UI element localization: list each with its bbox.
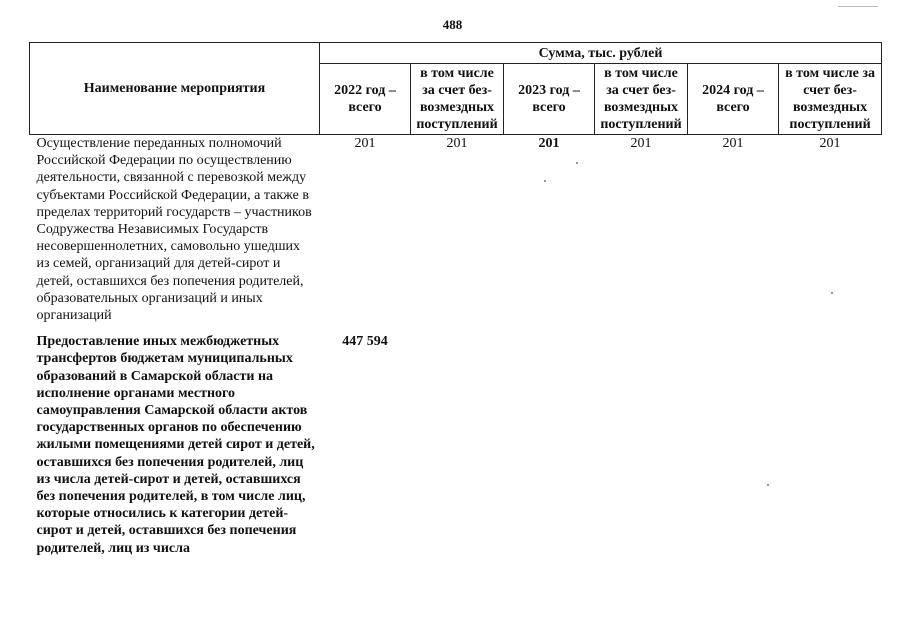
scan-speck: [544, 180, 546, 182]
header-2024-gratuitous: в том числе за счет без-возмездных поступлений: [779, 64, 882, 135]
cell-2022-total: 201: [354, 136, 376, 151]
header-2023-total: 2023 год – всего: [504, 64, 595, 135]
cell-2024-gratuitous: 201: [819, 136, 841, 151]
cell-2023-gratuitous: [595, 324, 688, 557]
table-row: [30, 135, 882, 325]
header-name-column: Наименование мероприятия: [30, 43, 320, 135]
cell-2024-total: 201: [722, 136, 744, 151]
cell-2023-total: [504, 324, 595, 557]
cell-2022-gratuitous: 201: [446, 136, 468, 151]
header-2022-total: 2022 год – всего: [320, 64, 411, 135]
cell-2024-gratuitous: [779, 324, 882, 557]
table-row: [30, 324, 882, 557]
scan-speck: [767, 484, 769, 486]
cell-2022-gratuitous: [411, 324, 504, 557]
row-name: Предоставление иных межбюджетных трансфертов бюджетам муниципальных образований в Самарской области на исполнение органами местного самоуправления Самарской области актов государственных органов по обеспечению жилыми помещениями детей сирот и детей, оставшихся без попечения родителей, лиц из числа детей-сирот и детей, оставшихся без попечения родителей, в том числе лиц, которые относились к категории детей-сирот и детей, оставшихся без попечения родителей, лиц из числа: [36, 334, 315, 556]
cell-2023-total: 201: [538, 136, 560, 151]
scan-mark: [838, 6, 878, 7]
page-number: 488: [442, 17, 463, 32]
row-name: Осуществление переданных полномочий Российской Федерации по осуществлению деятельности, связанной с перевозкой между субъектами Российской Федерации, а также в пределах территорий государств – участников Содружества Независимых Государств несовершеннолетних, самовольно ушедших из семей, организаций для детей-сирот и детей, оставшихся без попечения родителей, образовательных организаций и иных организаций: [36, 136, 312, 324]
cell-2023-gratuitous: 201: [630, 136, 652, 151]
header-2024-total: 2024 год – всего: [688, 64, 779, 135]
header-2023-gratuitous: в том числе за счет без-возмездных поступлений: [595, 64, 688, 135]
header-amount-group: Сумма, тыс. рублей: [320, 43, 882, 64]
cell-2024-total: [688, 324, 779, 557]
header-2022-gratuitous: в том числе за счет без-возмездных поступлений: [411, 64, 504, 135]
budget-table: [29, 42, 882, 557]
scan-speck: [831, 292, 833, 294]
scan-speck: [576, 162, 578, 164]
cell-2022-total: 447 594: [342, 334, 388, 350]
